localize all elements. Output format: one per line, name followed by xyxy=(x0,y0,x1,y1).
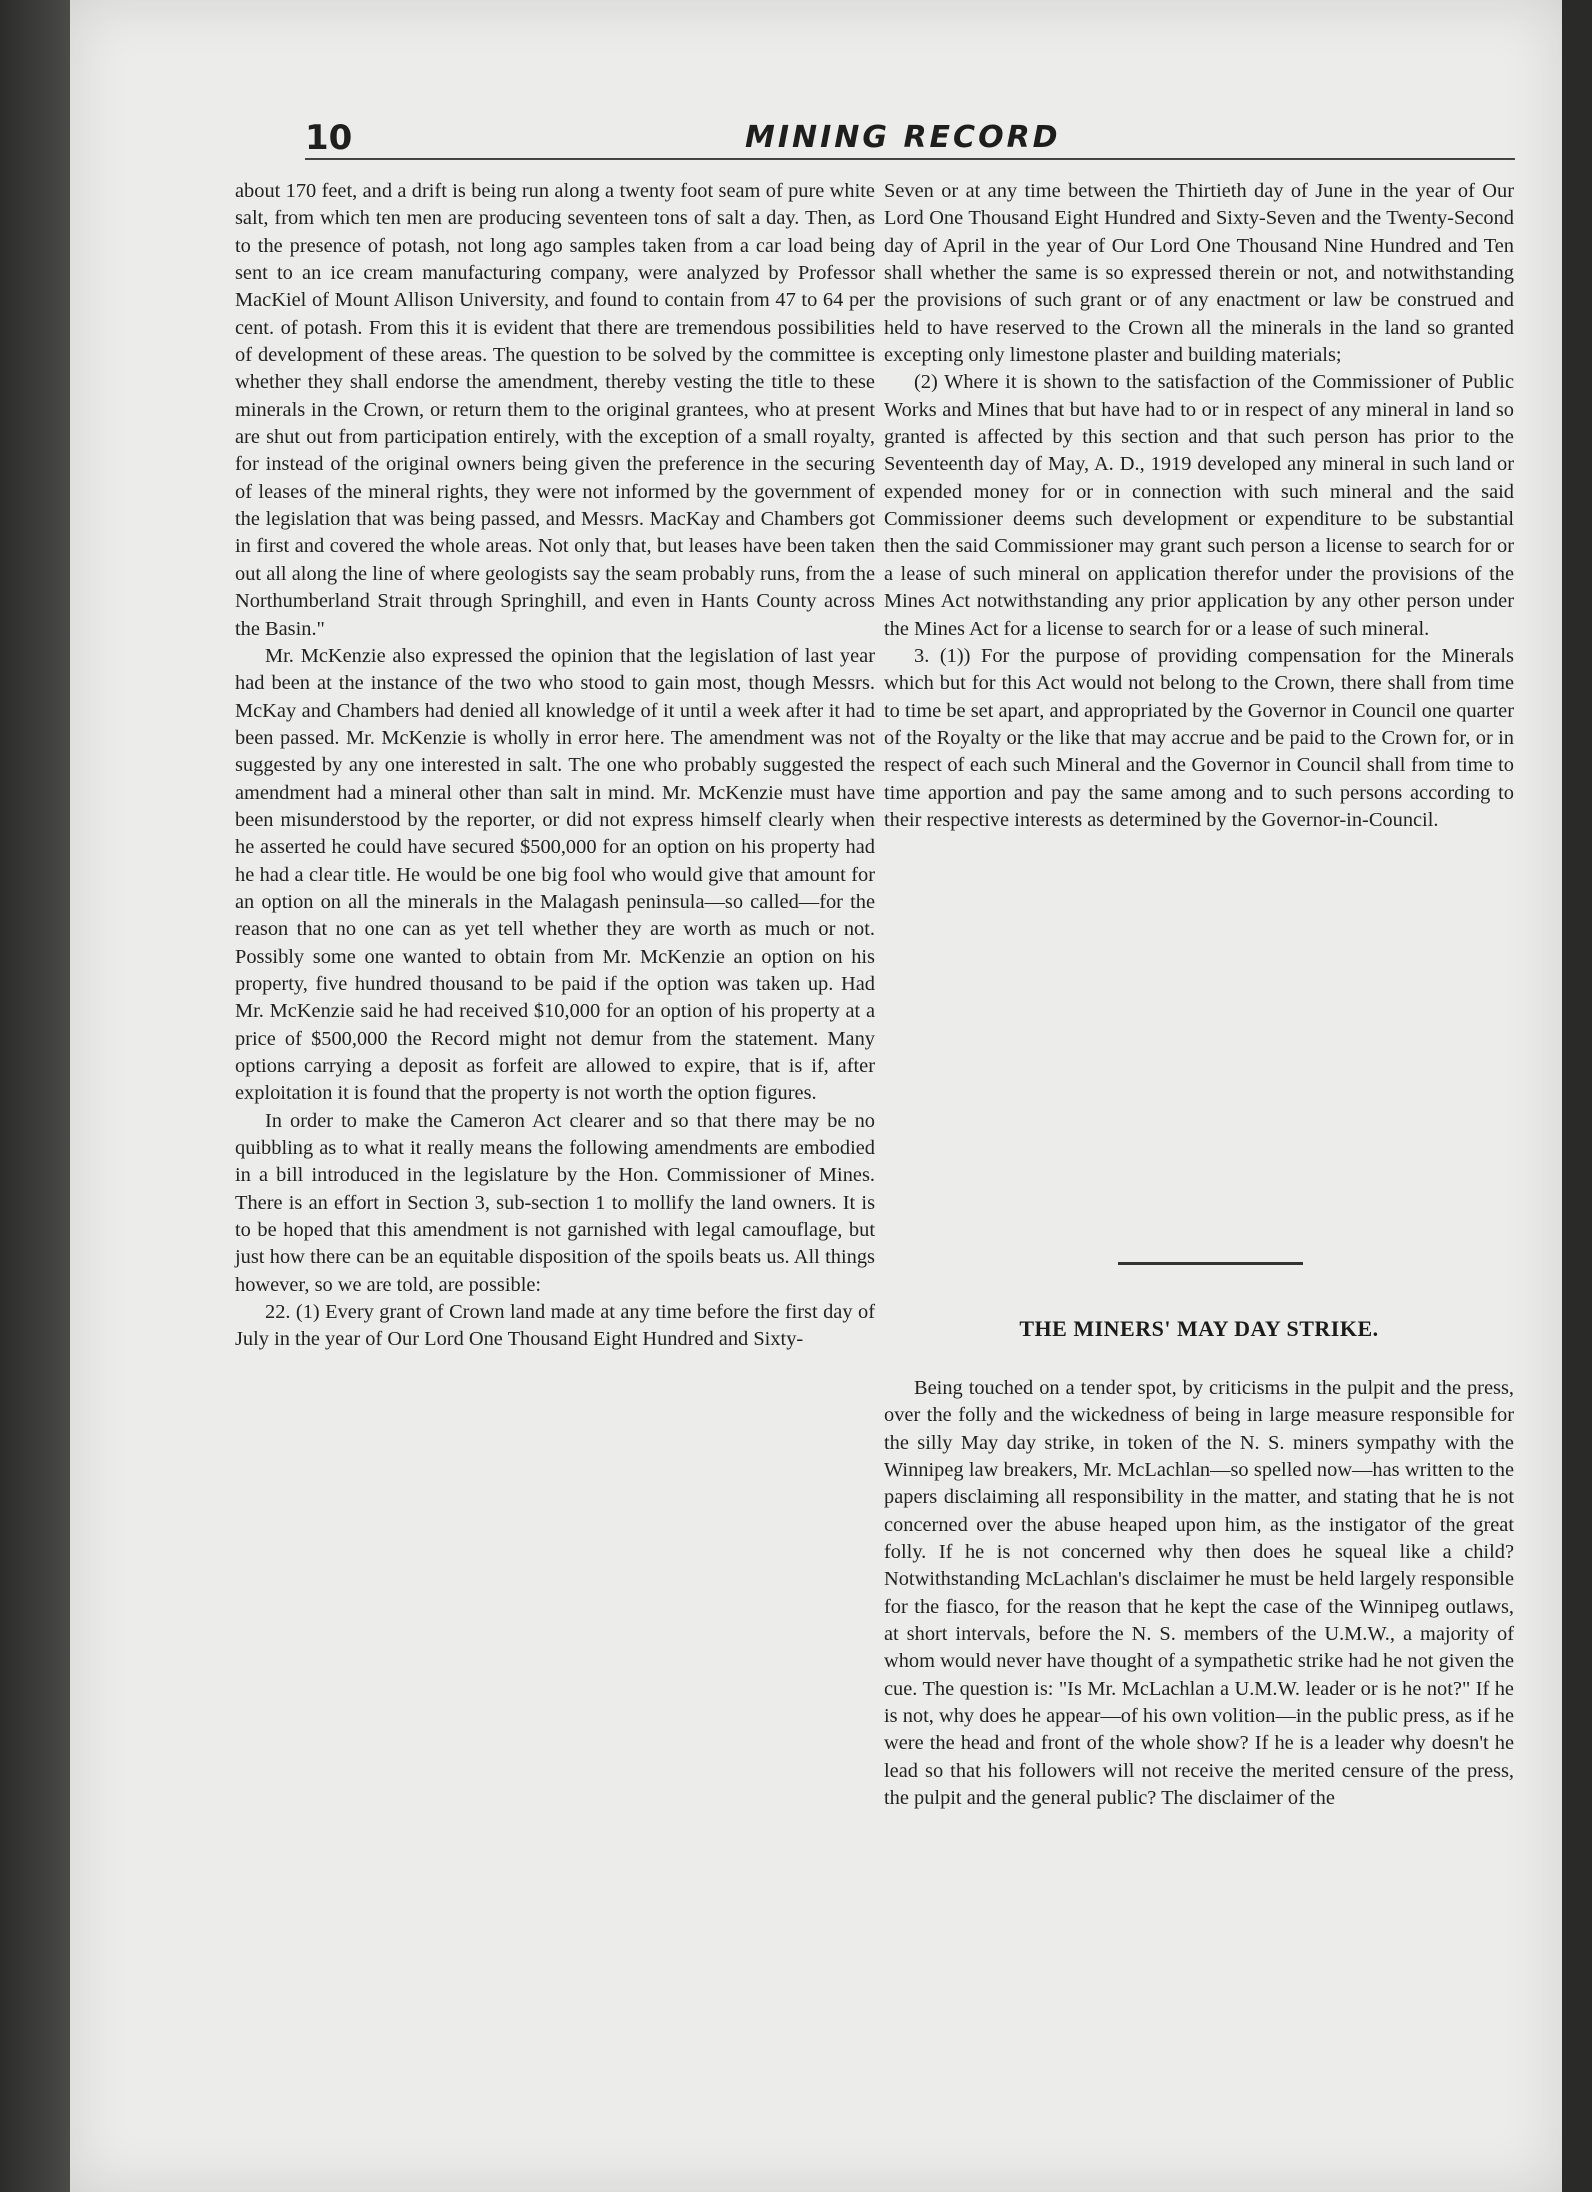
right-paragraph-1: Seven or at any time between the Thirtieth day of June in the year of Our Lord One Thousand Eight Hundred and Sixty-Seven and the Twenty-Second day of April in the year of Our Lord One Thousand Nine Hundred and Ten shall whether the same is so expressed therein or not, and notwithstanding the provisions of such grant or of any enactment or law be construed and held to have reserved to the Crown all the minerals in the land so granted excepting only limestone plaster and building materials; xyxy=(884,180,1514,367)
section-divider xyxy=(1118,1262,1303,1265)
page-number: 10 xyxy=(305,118,353,158)
left-paragraph-2: Mr. McKenzie also expressed the opinion that the legislation of last year had been at the instance of the two who stood to gain most, though Messrs. McKay and Chambers had denied all knowledge of it until a week after it had been passed. Mr. McKenzie is wholly in error here. The amendment was not suggested by any one interested in salt. The one who probably suggested the amendment had a mineral other than salt in mind. Mr. McKenzie must have been misunderstood by the reporter, or did not express himself clearly when he asserted he could have secured $500,000 for an option on his property had he had a clear title. He would be one big fool who would give that amount for an option on all the minerals in the Malagash peninsula—so called—for the reason that no one can as yet tell whether they are worth as much or not. Possibly some one wanted to obtain from Mr. McKenzie an option on his property, five hundred thousand to be paid if the option was taken up. Had Mr. McKenzie said he had received $10,000 for an option of his property at a price of $500,000 the Record might not demur from the statement. Many options carrying a deposit as forfeit are allowed to expire, that is if, after exploitation it is found that the property is not worth the option figures. xyxy=(235,644,875,1105)
article-body xyxy=(884,1375,1514,1813)
right-column xyxy=(884,178,1514,834)
scan-border-right xyxy=(1562,0,1592,2192)
left-paragraph-4: 22. (1) Every grant of Crown land made at any time before the first day of July in the year of Our Lord One Thousand Eight Hundred and Sixty- xyxy=(235,1301,875,1351)
right-paragraph-3: 3. (1)) For the purpose of providing compensation for the Minerals which but for this Act would not belong to the Crown, there shall from time to time be set apart, and appropriated by the Governor in Council one quarter of the Royalty or the like that may accrue and be paid to the Crown for, or in respect of each such Mineral and the Governor in Council shall from time to time apportion and pay the same among and to such persons according to their respective interests as determined by the Governor-in-Council. xyxy=(884,644,1514,831)
header-rule xyxy=(305,158,1515,160)
right-paragraph-2: (2) Where it is shown to the satisfaction of the Commissioner of Public Works and Mines that but have had to or in respect of any mineral in land so granted is affected by this section and that such person has prior to the Seventeenth day of May, A. D., 1919 developed any mineral in such land or expended money for or in connection with such mineral and the said Commissioner deems such development or expenditure to be substantial then the said Commissioner may grant such person a license to search for or a lease of such mineral on application therefor under the provisions of the Mines Act notwithstanding any prior application by any other person under the Mines Act for a license to search for or a lease of such mineral. xyxy=(884,371,1514,640)
scan-border-left xyxy=(0,0,70,2192)
journal-title: MINING RECORD xyxy=(745,120,1061,155)
page-header xyxy=(225,118,1550,164)
article-heading: THE MINERS' MAY DAY STRIKE. xyxy=(1019,1316,1379,1341)
left-column xyxy=(235,178,875,1354)
left-paragraph-1: about 170 feet, and a drift is being run along a twenty foot seam of pure white salt, from which ten men are producing seventeen tons of salt a day. Then, as to the presence of potash, not long ago samples taken from a car load being sent to an ice cream manufacturing company, were analyzed by Professor MacKiel of Mount Allison University, and found to contain from 47 to 64 per cent. of potash. From this it is evident that there are tremendous possibilities of development of these areas. The question to be solved by the committee is whether they shall endorse the amendment, thereby vesting the title to these minerals in the Crown, or return them to the original grantees, who at present are shut out from participation entirely, with the exception of a small royalty, for instead of the original owners being given the preference in the securing of leases of the mineral rights, they were not informed by the government of the legislation that was being passed, and Messrs. MacKay and Chambers got in first and covered the whole areas. Not only that, but leases have been taken out all along the line of where geologists say the seam probably runs, from the Northumberland Strait through Springhill, and even in Hants County across the Basin." xyxy=(235,180,875,640)
article-paragraph: Being touched on a tender spot, by criticisms in the pulpit and the press, over the folly and the wickedness of being in large measure responsible for the silly May day strike, in token of the N. S. miners sympathy with the Winnipeg law breakers, Mr. McLachlan—so spelled now—has written to the papers disclaiming all responsibility in the matter, and stating that he is not concerned over the abuse heaped upon him, as the instigator of the great folly. If he is not concerned why then does he squeal like a child? Notwithstanding McLachlan's disclaimer he must be held largely responsible for the fiasco, for the reason that he kept the case of the Winnipeg outlaws, at short intervals, before the N. S. members of the U.M.W., a majority of whom would never have thought of a sympathetic strike had he not given the cue. The question is: "Is Mr. McLachlan a U.M.W. leader or is he not?" If he is not, why does he appear—of his own volition—in the public press, as if he were the head and front of the whole show? If he is a leader why doesn't he lead so that his followers will not receive the merited censure of the press, the pulpit and the general public? The disclaimer of the xyxy=(884,1377,1514,1810)
left-paragraph-3: In order to make the Cameron Act clearer and so that there may be no quibbling as to what it really means the following amendments are embodied in a bill introduced in the legislature by the Hon. Commissioner of Mines. There is an effort in Section 3, sub-section 1 to mollify the land owners. It is to be hoped that this amendment is not garnished with legal camouflage, but just how there can be an equitable disposition of the spoils beats us. All things however, so we are told, are possible: xyxy=(235,1109,875,1296)
